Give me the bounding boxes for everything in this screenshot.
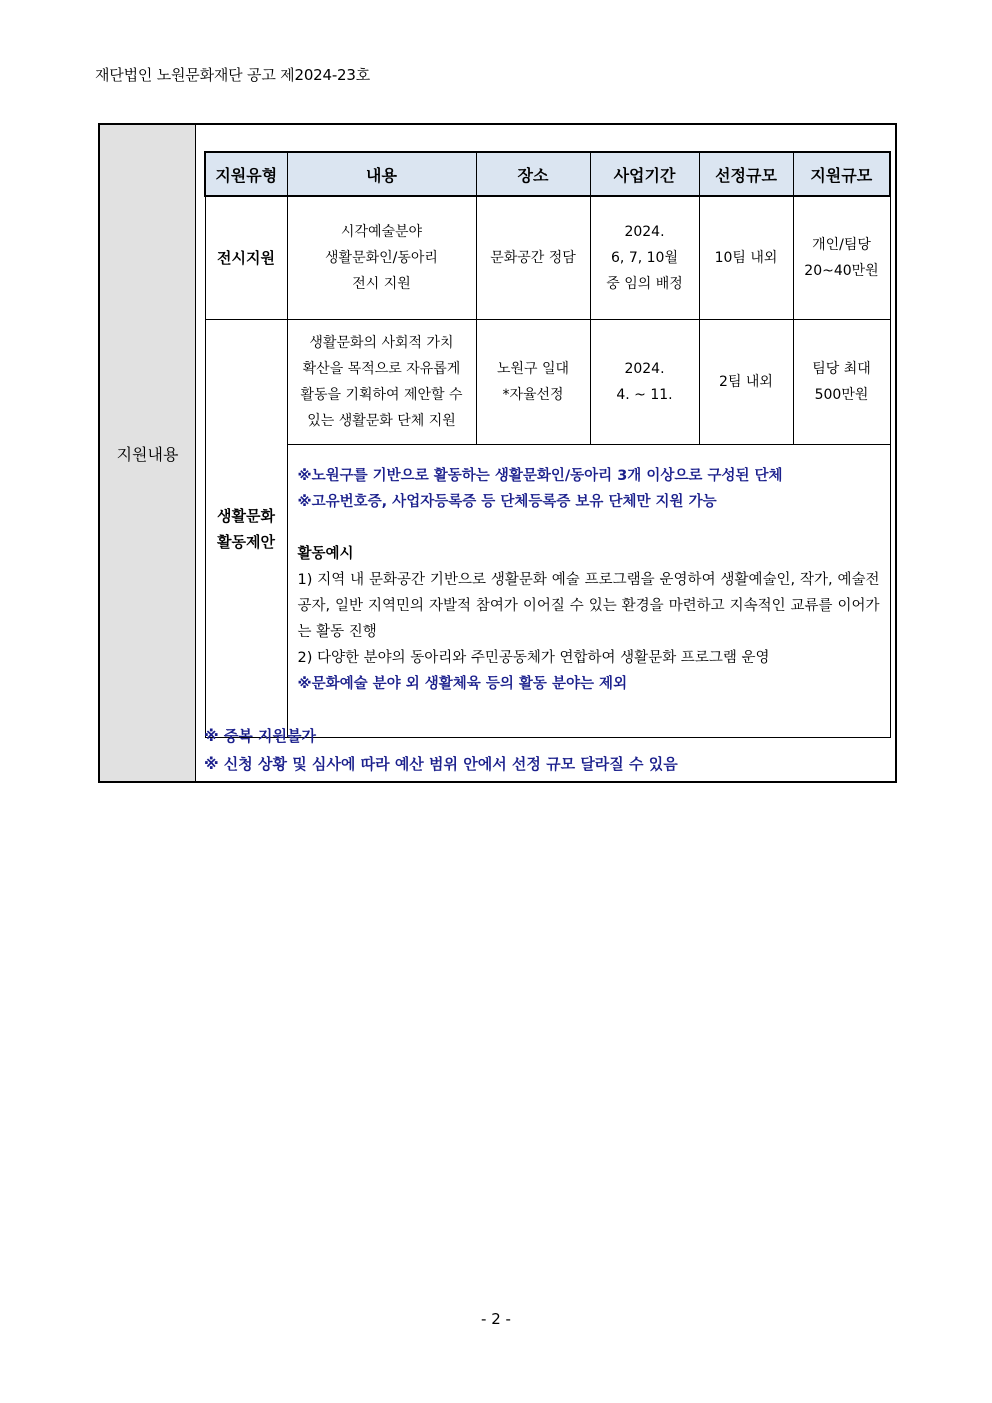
period-line: 6, 7, 10월 [611, 250, 678, 266]
header-scale: 선정규모 [699, 152, 793, 196]
support-line: 500만원 [814, 387, 869, 403]
period-line: 2024. [624, 224, 665, 240]
example-item: 1) 지역 내 문화공간 기반으로 생활문화 예술 프로그램을 운영하여 생활예술인, 작가, 예술전공자, 일반 지역민의 자발적 참여가 이어질 수 있는 환경을 마련하고 지속적인 교류를 이어가는 활동 진행 [297, 572, 880, 640]
eligibility-note: ※노원구를 기반으로 활동하는 생활문화인/동아리 3개 이상으로 구성된 단체 [297, 468, 783, 484]
content-line: 생활문화의 사회적 가치 [309, 335, 454, 351]
support-line: 20~40만원 [804, 263, 879, 279]
row-place [476, 320, 590, 445]
content-line: 전시 지원 [352, 276, 411, 292]
document-header: 재단법인 노원문화재단 공고 제2024-23호 [95, 66, 371, 84]
row-place [476, 196, 590, 320]
support-section [98, 123, 897, 783]
header-content: 내용 [287, 152, 476, 196]
header-period: 사업기간 [590, 152, 699, 196]
type-line: 활동제안 [217, 532, 275, 551]
header-support: 지원규모 [793, 152, 890, 196]
header-type: 지원유형 [205, 152, 287, 196]
content-line: 시각예술분야 [340, 224, 423, 240]
content-line: 확산을 목적으로 자유롭게 [302, 361, 461, 377]
row-type: 전시지원 [205, 196, 287, 320]
eligibility-note: ※고유번호증, 사업자등록증 등 단체등록증 보유 단체만 지원 가능 [297, 494, 717, 510]
footnotes [204, 722, 678, 778]
row-period [590, 196, 699, 320]
footnote: ※ 중복 지원불가 [204, 727, 316, 745]
period-line: 4. ~ 11. [616, 387, 673, 403]
page-number: - 2 - [481, 1310, 511, 1328]
section-label: 지원내용 [100, 125, 196, 781]
content-line: 생활문화인/동아리 [325, 250, 438, 266]
row-period [590, 320, 699, 445]
row-scale: 10팀 내외 [699, 196, 793, 320]
table-header-row [205, 152, 890, 196]
type-line: 생활문화 [217, 506, 275, 525]
header-place: 장소 [476, 152, 590, 196]
support-line: 개인/팀당 [812, 237, 871, 253]
place-line: 문화공간 정담 [490, 250, 576, 266]
period-line: 2024. [624, 361, 665, 377]
period-line: 중 임의 배정 [606, 276, 683, 292]
content-line: 있는 생활문화 단체 지원 [307, 413, 456, 429]
row-scale: 2팀 내외 [699, 320, 793, 445]
detail-cell [287, 445, 890, 738]
place-line: 노원구 일대 [496, 361, 570, 377]
row-support [793, 320, 890, 445]
row-content [287, 320, 476, 445]
row-type [205, 320, 287, 738]
table-row [205, 196, 890, 320]
support-table [204, 151, 891, 738]
content-line: 활동을 기획하여 제안할 수 [300, 387, 463, 403]
example-item: 2) 다양한 분야의 동아리와 주민공동체가 연합하여 생활문화 프로그램 운영 [297, 650, 770, 666]
table-row [205, 320, 890, 445]
section-content [196, 125, 895, 781]
place-line: *자율선정 [502, 387, 564, 403]
support-line: 팀당 최대 [812, 361, 871, 377]
exclusion-note: ※문화예술 분야 외 생활체육 등의 활동 분야는 제외 [297, 676, 628, 692]
footnote: ※ 신청 상황 및 심사에 따라 예산 범위 안에서 선정 규모 달라질 수 있음 [204, 755, 678, 773]
row-content [287, 196, 476, 320]
table-row [205, 445, 890, 738]
row-support [793, 196, 890, 320]
example-title: 활동예시 [297, 546, 354, 562]
